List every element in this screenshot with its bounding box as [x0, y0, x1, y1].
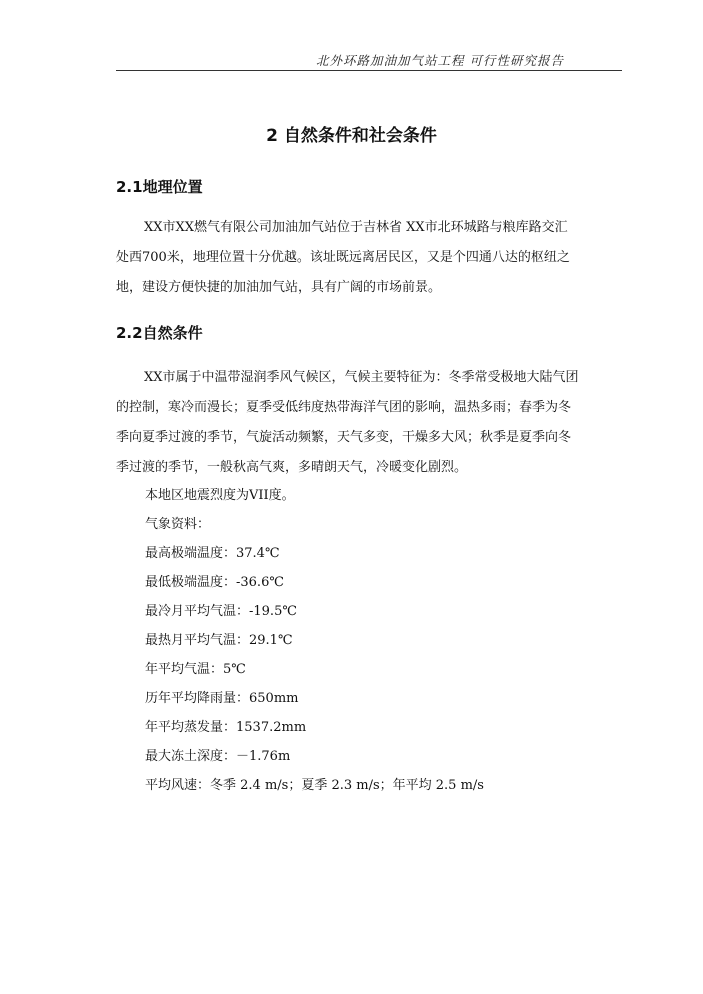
section-heading-location: 2.1地理位置 — [116, 178, 203, 196]
min-extreme-temperature: 最低极端温度：-36.6℃ — [145, 575, 284, 590]
chapter-title: 2 自然条件和社会条件 — [266, 126, 437, 146]
annual-avg-evaporation: 年平均蒸发量：1537.2mm — [145, 720, 307, 735]
running-header — [116, 50, 622, 71]
paragraph-line: XX市属于中温带湿润季风气候区，气候主要特征为：冬季常受极地大陆气团 — [144, 370, 579, 385]
climate-data-list — [145, 481, 615, 800]
max-extreme-temperature: 最高极端温度：37.4℃ — [145, 546, 280, 561]
paragraph-line: 处西700米，地理位置十分优越。该址既远离居民区，又是个四通八达的枢纽之 — [116, 250, 570, 265]
paragraph-line: XX市XX燃气有限公司加油加气站位于吉林省 XX市北环城路与粮库路交汇 — [144, 220, 568, 235]
annual-avg-rainfall: 历年平均降雨量：650mm — [145, 691, 299, 706]
paragraph-line: 季向夏季过渡的季节，气旋活动频繁，天气多变，干燥多大风；秋季是夏季向冬 — [116, 430, 572, 445]
average-wind-speed: 平均风速：冬季 2.4 m/s；夏季 2.3 m/s；年平均 2.5 m/s — [145, 778, 484, 793]
paragraph-location — [116, 213, 618, 303]
max-frost-depth: 最大冻土深度：－1.76m — [145, 749, 291, 764]
paragraph-line: 地，建设方便快捷的加油加气站，具有广阔的市场前景。 — [116, 280, 442, 295]
hottest-month-avg-temperature: 最热月平均气温：29.1℃ — [145, 633, 293, 648]
section-heading-natural-conditions: 2.2自然条件 — [116, 324, 203, 342]
seismic-intensity-line: 本地区地震烈度为VII度。 — [145, 488, 295, 503]
paragraph-line: 的控制，寒冷而漫长；夏季受低纬度热带海洋气团的影响，温热多雨；春季为冬 — [116, 400, 572, 415]
annual-avg-temperature: 年平均气温：5℃ — [145, 662, 246, 677]
paragraph-climate — [116, 363, 618, 483]
weather-data-label: 气象资料： — [145, 517, 211, 532]
paragraph-line: 季过渡的季节，一般秋高气爽，多晴朗天气，冷暖变化剧烈。 — [116, 460, 468, 475]
coldest-month-avg-temperature: 最冷月平均气温：-19.5℃ — [145, 604, 297, 619]
running-header-text: 北外环路加油加气站工程 可行性研究报告 — [316, 53, 564, 68]
